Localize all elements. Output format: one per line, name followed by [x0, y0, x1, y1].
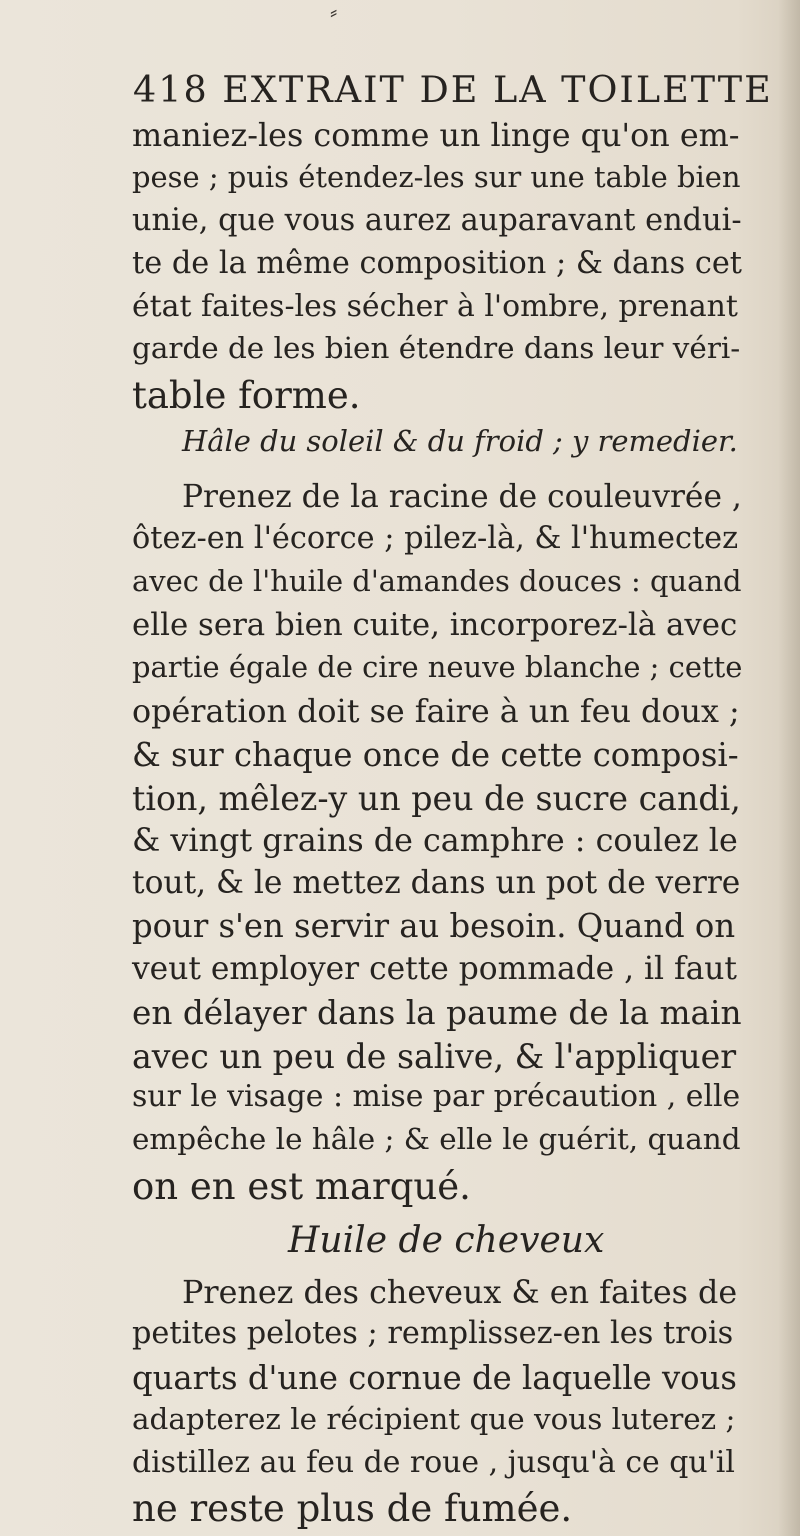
text-line: veut employer cette pommade , il faut	[132, 951, 737, 988]
section-heading: Hâle du soleil & du froid ; y remedier.	[182, 423, 738, 458]
top-mark: ⸗	[330, 0, 338, 25]
text-line: petites pelotes ; remplissez-en les trois	[132, 1316, 734, 1352]
text-line: quarts d'une cornue de laquelle vous	[132, 1359, 737, 1398]
text-line: table forme.	[132, 374, 361, 418]
text-line: elle sera bien cuite, incorporez-là avec	[132, 606, 738, 643]
text-line: avec de l'huile d'amandes douces : quand	[132, 563, 742, 598]
text-line: & vingt grains de camphre : coulez le	[132, 822, 738, 860]
text-line: unie, que vous aurez auparavant endui-	[132, 203, 742, 239]
text-line: Prenez des cheveux & en faites de	[182, 1273, 738, 1311]
text-line: tout, & le mettez dans un pot de verre	[132, 864, 741, 901]
running-head: 418 EXTRAIT DE LA TOILETTE	[133, 68, 773, 111]
text-line: Prenez de la racine de couleuvrée ,	[182, 478, 742, 515]
text-line: & sur chaque once de cette composi-	[132, 735, 739, 774]
text-line: partie égale de cire neuve blanche ; cette	[132, 650, 743, 685]
text-line: ne reste plus de fumée.	[132, 1487, 573, 1531]
page-edge-shadow	[778, 0, 800, 1536]
text-line: te de la même composition ; & dans cet	[132, 246, 742, 282]
text-line: empêche le hâle ; & elle le guérit, quand	[132, 1121, 741, 1156]
text-line: pour s'en servir au besoin. Quand on	[132, 907, 736, 946]
text-line: pese ; puis étendez-les sur une table bien	[132, 159, 741, 194]
text-line: adapterez le récipient que vous luterez ;	[132, 1401, 736, 1436]
section-heading: Huile de cheveux	[288, 1218, 605, 1261]
text-line: tion, mêlez-y un peu de sucre candi,	[132, 779, 741, 819]
text-line: on en est marqué.	[132, 1164, 471, 1208]
text-line: garde de les bien étendre dans leur véri-	[132, 331, 741, 366]
text-line: distillez au feu de roue , jusqu'à ce qu'il	[132, 1444, 735, 1480]
text-line: maniez-les comme un linge qu'on em-	[132, 117, 740, 154]
text-line: opération doit se faire à un feu doux ;	[132, 693, 740, 731]
text-line: état faites-les sécher à l'ombre, prenant	[132, 288, 738, 324]
text-line: ôtez-en l'écorce ; pilez-là, & l'humectez	[132, 521, 739, 557]
text-line: avec un peu de salive, & l'appliquer	[132, 1036, 737, 1076]
text-line: sur le visage : mise par précaution , elle	[132, 1079, 741, 1115]
text-line: en délayer dans la paume de la main	[132, 993, 742, 1032]
